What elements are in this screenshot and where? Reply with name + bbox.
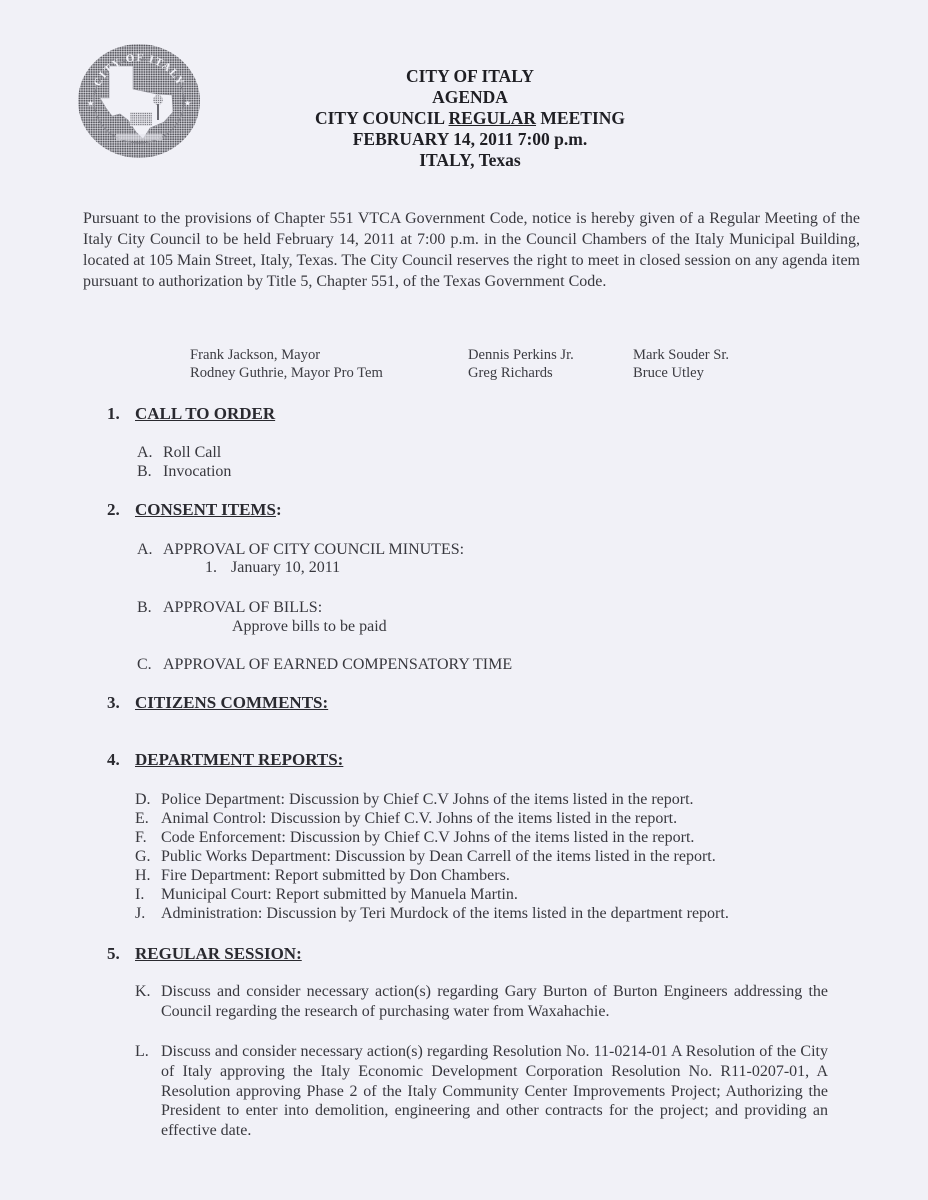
svg-text:CITY OF ITALY: CITY OF ITALY [91,51,187,89]
sub-item-number: 1. [205,559,217,576]
meeting-date: FEBRUARY 14, 2011 7:00 p.m. [352,129,588,149]
member-name: Mark Souder Sr. [633,347,730,363]
meeting-type-underlined: REGULAR [448,108,537,128]
item-text: Public Works Department: Discussion by Dean Carrell of the items listed in the report. [161,848,716,865]
notice-paragraph: Pursuant to the provisions of Chapter 551 VTCA Government Code, notice is hereby given of a Regular Meeting of the Italy City Council to be held February 14, 2011 at 7:00 p.m. in the Council Chambers of the Italy Municipal Building, located at 105 Main Street, Italy, Texas. The City Council reserves the right to meet in closed session on any agenda item pursuant to authorization by Title 5, Chapter 551, of the Texas Government Code. [83,210,860,290]
item-letter: B. [137,599,152,616]
section-number: 1. [107,404,120,423]
member-name: Greg Richards [468,365,553,381]
item-letter: L. [135,1043,149,1060]
svg-text:★: ★ [87,99,95,108]
item-text: Fire Department: Report submitted by Don Chambers. [161,867,510,884]
item-text: Discuss and consider necessary action(s) regarding Resolution No. 11-0214-01 A Resolution of the City of Italy approving the Italy Economic Development Corporation Resolution No. R11-0207-01, A Resolution approving Phase 2 of the Italy Community Center Improvements Project; Authorizing the President to enter into demolition, engineering and other contracts for the project; and providing an effective date. [161,1043,828,1140]
meeting-type-suffix: MEETING [536,108,626,128]
sub-item-text: Approve bills to be paid [232,618,387,635]
section-number: 2. [107,500,120,519]
item-text: Animal Control: Discussion by Chief C.V. Johns of the items listed in the report. [161,810,678,827]
city-name: CITY OF ITALY [405,66,535,86]
item-letter: D. [135,791,151,808]
section-number: 5. [107,944,120,963]
member-name: Bruce Utley [633,365,704,381]
item-letter: K. [135,983,151,1000]
item-text: Code Enforcement: Discussion by Chief C.V Johns of the items listed in the report. [161,829,695,846]
section-title: CALL TO ORDER [135,404,276,423]
item-text: Administration: Discussion by Teri Murdock of the items listed in the department report. [161,905,729,922]
item-text: APPROVAL OF BILLS: [163,599,323,616]
item-letter: H. [135,867,151,884]
section-title: CONSENT ITEMS: [135,500,282,519]
city-seal-icon [76,42,202,160]
section-title: REGULAR SESSION: [135,944,302,963]
item-text: Discuss and consider necessary action(s) regarding Gary Burton of Burton Engineers addressing the Council regarding the research of purchasing water from Waxahachie. [161,983,828,1020]
item-letter: J. [135,905,146,922]
members-column-3 [633,346,729,382]
item-letter: C. [137,656,152,673]
member-name: Rodney Guthrie, Mayor Pro Tem [190,365,383,381]
item-letter: G. [135,848,151,865]
item-text: Roll Call [163,444,222,461]
section-title: CITIZENS COMMENTS: [135,693,329,712]
meeting-location: ITALY, Texas [419,150,521,170]
meeting-type [250,108,690,129]
members-column-1 [190,346,383,382]
item-letter: E. [135,810,149,827]
section-title: DEPARTMENT REPORTS: [135,750,344,769]
agenda-item [135,1042,828,1141]
item-text: APPROVAL OF EARNED COMPENSATORY TIME [163,656,513,673]
item-text: Invocation [163,463,232,480]
item-letter: F. [135,829,147,846]
item-letter: A. [137,444,153,461]
item-letter: A. [137,541,153,558]
document-type: AGENDA [432,87,508,107]
agenda-sub-item [232,617,387,637]
item-text: Municipal Court: Report submitted by Manuela Martin. [161,886,518,903]
svg-text:★: ★ [184,99,192,108]
item-text: APPROVAL OF CITY COUNCIL MINUTES: [163,541,465,558]
section-number: 4. [107,750,120,769]
members-column-2 [468,346,574,382]
member-name: Frank Jackson, Mayor [190,347,321,363]
section-number: 3. [107,693,120,712]
item-letter: B. [137,463,152,480]
sub-item-text: January 10, 2011 [231,559,341,576]
agenda-item [135,982,828,1022]
member-name: Dennis Perkins Jr. [468,347,574,363]
item-letter: I. [135,886,145,903]
agenda-header [250,66,690,171]
meeting-type-prefix: CITY COUNCIL [314,108,449,128]
item-text: Police Department: Discussion by Chief C.V Johns of the items listed in the report. [161,791,694,808]
